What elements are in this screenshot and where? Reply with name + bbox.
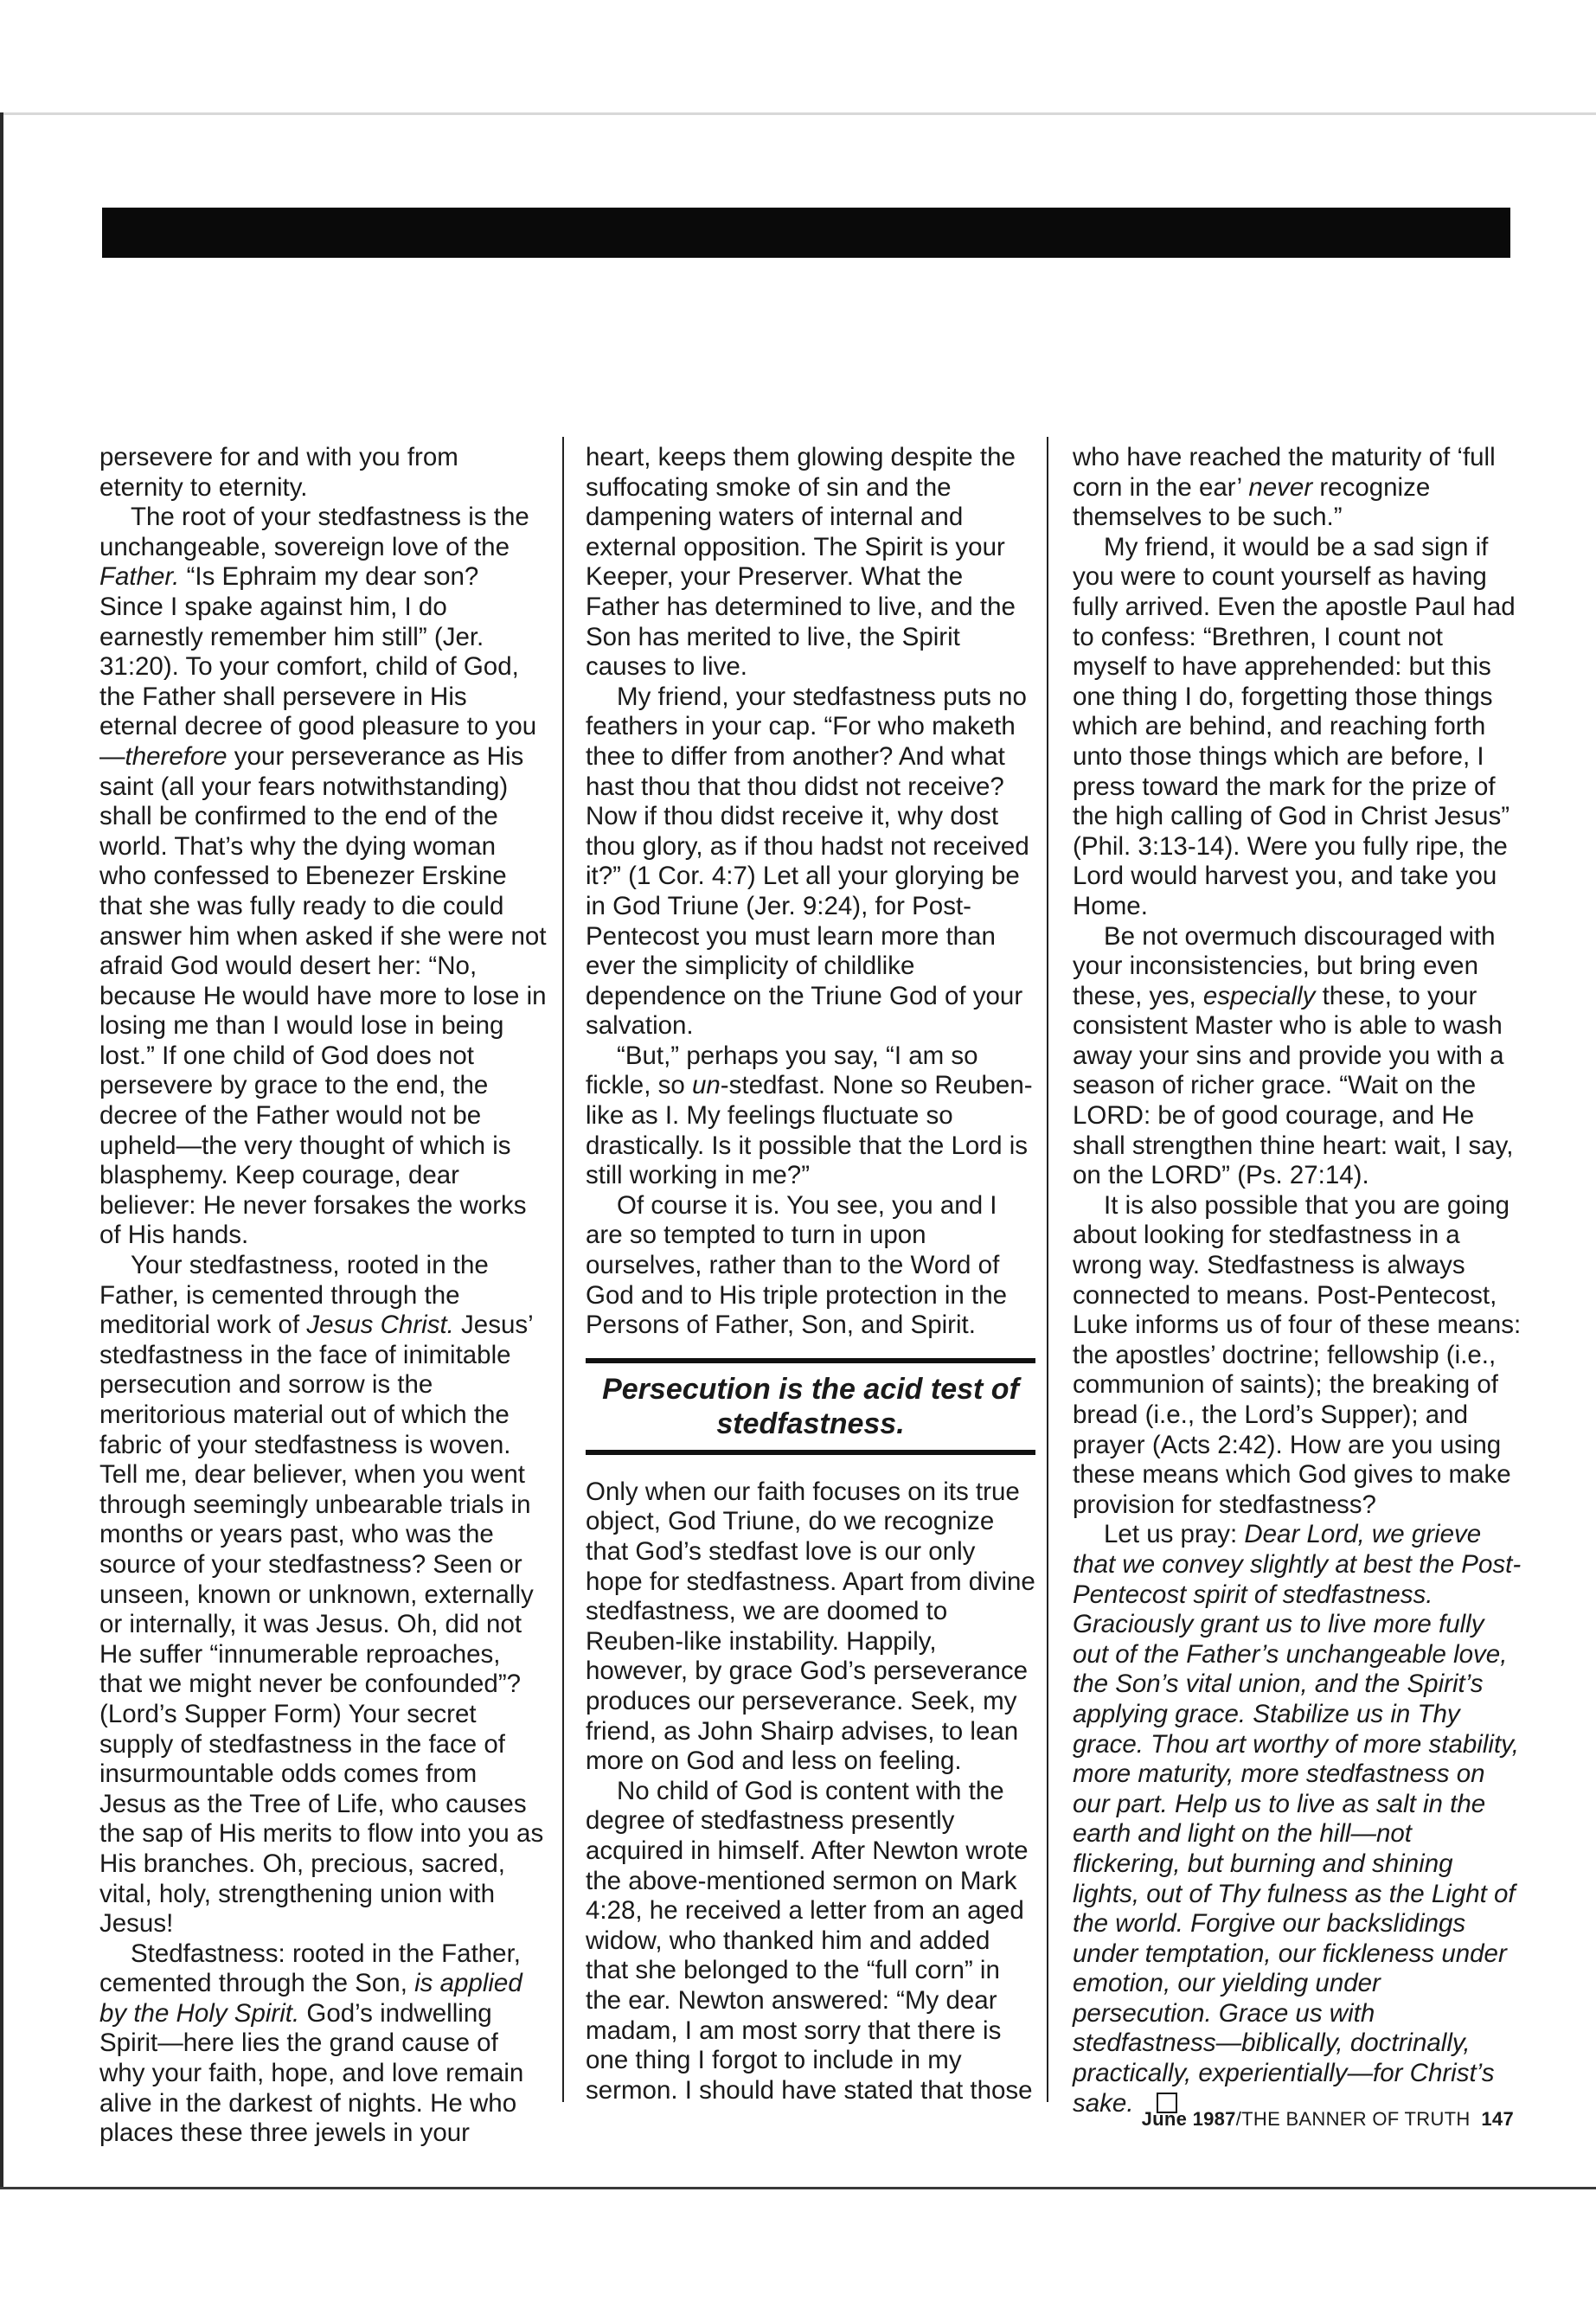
text-run: Of course it is. You see, you and I are so tempted to turn in upon ourselves, rather than to the Word of God and to His triple protection in the Persons of Father, Son, and Spirit.: [586, 1190, 1008, 1340]
column-2-bottom-text: [586, 1477, 1035, 2106]
paragraph: [1073, 1191, 1522, 1521]
paragraph: [586, 443, 1035, 683]
article-column-3: [1073, 443, 1522, 2118]
text-run: “But,” perhaps you say, “I am so fickle, so: [586, 1041, 978, 1100]
paragraph: [586, 1477, 1035, 1777]
issue-date: June 1987: [1141, 2108, 1236, 2130]
paragraph: [586, 1042, 1035, 1191]
scan-border-bottom: [0, 2187, 1596, 2189]
scan-border-top: [0, 112, 1596, 115]
italic-text-run: Jesus Christ.: [306, 1311, 454, 1340]
italic-text-run: Father.: [99, 562, 180, 592]
page-footer: [1116, 2108, 1514, 2131]
paragraph: [1073, 1520, 1522, 2118]
italic-text-run: especially: [1202, 981, 1316, 1010]
paragraph: [1073, 533, 1522, 922]
text-run: God’s indwelling Spirit—here lies the grand cause of why your faith, hope, and love remain alive in the darkest of nights. He who places these three jewels in your: [99, 1998, 524, 2148]
paragraph: [586, 1191, 1035, 1341]
text-run: -stedfast. None so Reuben-like as I. My feelings fluctuate so drastically. Is it possible that the Lord is still working in me?”: [586, 1071, 1033, 1190]
italic-text-run: never: [1248, 472, 1313, 502]
text-run: It is also possible that you are going about looking for stedfastness in a wrong way. Stedfastness is always connected to means. Post-Pentecost, Luke informs us of four of these means: the apostles’ doctrine; fellowship (i.e., communion of saints); the breaking of bread (i.e., the Lord’s Supper); and prayer (Acts 2:42). How are you using these means which God gives to make provision for stedfastness?: [1073, 1190, 1522, 1519]
text-run: who have reached the maturity of ‘full corn in the ear’: [1073, 443, 1496, 502]
page-number: 147: [1481, 2108, 1514, 2130]
text-run: your perseverance as His saint (all your fears notwithstanding) shall be confirmed to the end of the world. That’s why the dying woman who confessed to Ebenezer Erskine that she was fully ready to die could answer him when asked if she were not afraid God would desert her: “No, because He would have more to lose in losing me than I would lose in being lost.” If one child of God does not persevere by grace to the end, the decree of the Father would not be upheld—the very thought of which is blasphemy. Keep courage, dear believer: He never forsakes the works of His hands.: [99, 741, 547, 1250]
italic-text-run: therefore: [125, 741, 228, 771]
paragraph: [1073, 443, 1522, 533]
pull-quote: Persecution is the acid test of stedfastness.: [586, 1358, 1035, 1455]
header-bar: [102, 208, 1510, 258]
paragraph: [1073, 922, 1522, 1191]
text-run: persevere for and with you from eternity to eternity.: [99, 443, 458, 502]
text-run: “Is Ephraim my dear son? Since I spake against him, I do earnestly remember him still” (Jer. 31:20). To your comfort, child of God, the Father shall persevere in His eternal decree of good pleasure to you—: [99, 562, 537, 771]
paragraph: [99, 443, 548, 503]
paragraph: [586, 1777, 1035, 2106]
paragraph: [99, 1939, 548, 2149]
italic-text-run: Dear Lord, we grieve that we convey slightly at best the Post-Pentecost spirit of stedfastness. Graciously grant us to live more fully out of the Father’s unchangeable love, the Son’s vital union, and the Spirit’s applying grace. Stabilize us in Thy grace. Thou art worthy of more stability, more maturity, more stedfastness on our part. Help us to live as salt in the earth and light on the hill—not flickering, but burning and shining lights, out of Thy fulness as the Light of the world. Forgive our backslidings under temptation, our fickleness under emotion, our yielding under persecution. Grace us with stedfastness—biblically, doctrinally, practically, experientially—for Christ’s sake.: [1073, 1520, 1522, 2118]
publication-name: THE BANNER OF TRUTH: [1241, 2108, 1471, 2130]
footer-separator: /: [1235, 2108, 1242, 2130]
text-run: Be not overmuch discouraged with your inconsistencies, but bring even these, yes,: [1073, 921, 1496, 1010]
text-run: heart, keeps them glowing despite the suffocating smoke of sin and the dampening waters of internal and external opposition. The Spirit is your Keeper, your Preserver. What the Father has determined to live, and the Son has merited to live, the Spirit causes to live.: [586, 443, 1016, 682]
text-run: recognize themselves to be such.”: [1073, 472, 1431, 532]
text-run: these, to your consistent Master who is able to wash away your sins and provide you with a season of richer grace. “Wait on the LORD: be of good courage, and He shall strengthen thine heart: wait, I say, on the LORD” (Ps. 27:14).: [1073, 981, 1514, 1190]
italic-text-run: un: [691, 1071, 721, 1100]
paragraph: [586, 683, 1035, 1042]
paragraph: [99, 1251, 548, 1939]
column-rule-2: [1047, 437, 1048, 2102]
text-run: No child of God is content with the degree of stedfastness presently acquired in himself. After Newton wrote the above-mentioned sermon on Mark 4:28, he received a letter from an aged widow, who thanked him and added that she belonged to the “full corn” in the ear. Newton answered: “My dear madam, I am most sorry that there is one thing I forgot to include in my sermon. I should have stated that those: [586, 1776, 1033, 2105]
text-run: Jesus’ stedfastness in the face of inimitable persecution and sorrow is the meritorious material out of which the fabric of your stedfastness is woven. Tell me, dear believer, when you went through seemingly unbearable trials in months or years past, who was the source of your stedfastness? Seen or unseen, known or unknown, externally or internally, it was Jesus. Oh, did not He suffer “innumerable reproaches, that we might never be confounded”? (Lord’s Supper Form) Your secret supply of stedfastness in the face of insurmountable odds comes from Jesus as the Tree of Life, who causes the sap of His merits to flow into you as His branches. Oh, precious, sacred, vital, holy, strengthening union with Jesus!: [99, 1311, 544, 1939]
article-column-2: [586, 443, 1035, 2106]
italic-text-run: is applied by the Holy Spirit.: [99, 1969, 522, 2028]
text-run: My friend, it would be a sad sign if you were to count yourself as having fully arrived. Even the apostle Paul had to confess: “Brethren, I count not myself to have apprehended: but this one thing I do, forgetting those things which are behind, and reaching forth unto those things which are before, I press toward the mark for the prize of the high calling of God in Christ Jesus” (Phil. 3:13-14). Were you fully ripe, the Lord would harvest you, and take you Home.: [1073, 532, 1516, 920]
text-run: Stedfastness: rooted in the Father, cemented through the Son,: [99, 1939, 521, 1998]
text-run: The root of your stedfastness is the unchangeable, sovereign love of the: [99, 503, 529, 561]
text-run: Only when our faith focuses on its true object, God Triune, do we recognize that God’s stedfast love is our only hope for stedfastness. Apart from divine stedfastness, we are doomed to Reuben-like instability. Happily, however, by grace God’s perseverance produces our perseverance. Seek, my friend, as John Shairp advises, to lean more on God and less on feeling.: [586, 1477, 1035, 1776]
text-run: Your stedfastness, rooted in the Father, is cemented through the meditorial work of: [99, 1251, 489, 1340]
scan-border-left: [0, 112, 3, 2189]
text-run: Let us pray:: [1104, 1520, 1245, 1549]
paragraph: [99, 503, 548, 1251]
column-2-top-text: [586, 443, 1035, 1341]
column-rule-1: [562, 437, 564, 2102]
text-run: My friend, your stedfastness puts no feathers in your cap. “For who maketh thee to differ from another? And what hast thou that thou didst not receive? Now if thou didst receive it, why dost thou glory, as if thou hadst not received it?” (1 Cor. 4:7) Let all your glorying be in God Triune (Jer. 9:24), for Post-Pentecost you must learn more than ever the simplicity of childlike dependence on the Triune God of your salvation.: [586, 682, 1029, 1041]
article-column-1: [99, 443, 548, 2149]
